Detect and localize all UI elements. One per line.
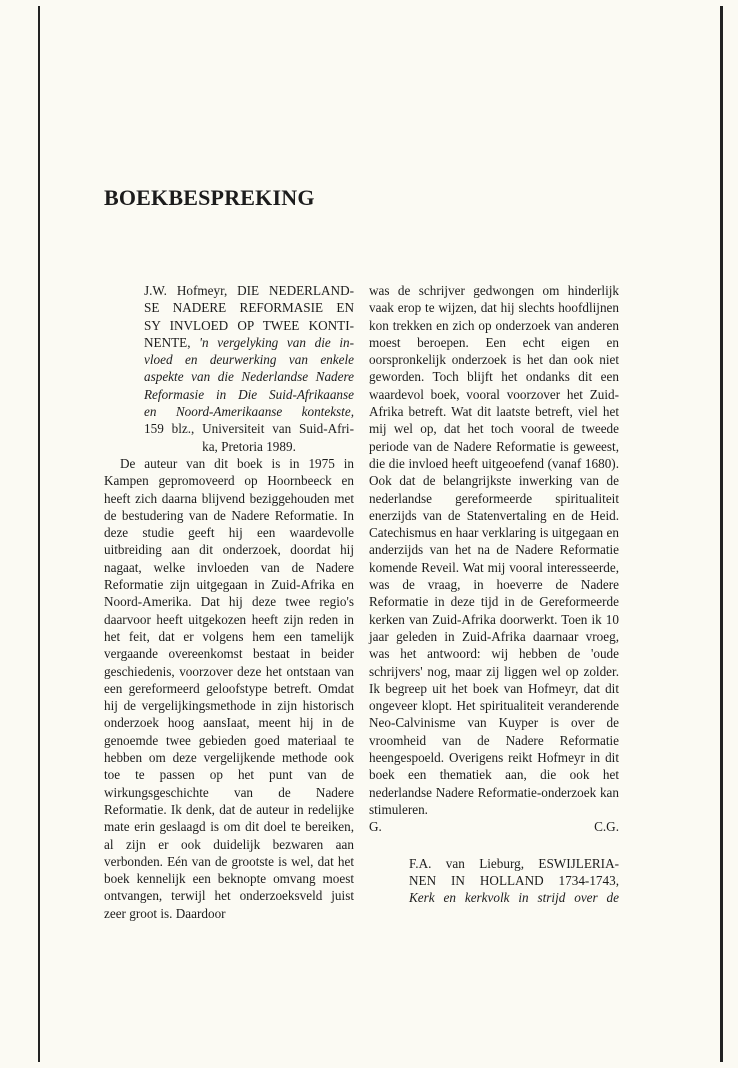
- review-body-left: De auteur van dit boek is in 1975 in Kampen gepromoveerd op Hoornbeeck en heeft zich daarna blijvend beziggehouden met de bestudering van de Nadere Reformatie. In deze studie geeft hij een waardevolle uitbreiding aan dit onderzoek, doordat hij nagaat, welke invloeden van de Nadere Reformatie zijn uitgegaan in Zuid-Afrika en Noord-Amerika. Dat hij deze twee regio's daarvoor heeft uitgekozen heeft zijn reden in het feit, dat er volgens hem een tamelijk vergaande overeenkomst bestaat in beider geschiedenis, voorzover deze het ontstaan van een gereformeerd geloofstype betreft. Omdat hij de vergelijkingsmethode in zijn historisch onderzoek hoog aansIaat, meent hij in de genoemde twee gebieden goed materiaal te hebben om deze vergelijkende methode ook toe te passen op het punt van de wirkungsgeschichte van de Nadere Reformatie. Ik denk, dat de auteur in redelijke mate erin geslaagd is om dit doel te bereiken, al zijn er ook duidelijk bezwaren aan verbonden. Eén van de grootste is wel, dat het boek kennelijk een beknopte omvang moest ontvangen, terwijl het onderzoeksveld juist zeer groot is. Daardoor: [104, 455, 354, 921]
- reference-line: SY INVLOED OP TWEE KONTI-: [144, 317, 354, 333]
- reference-line: Kerk en kerkvolk in strijd over de: [409, 890, 619, 906]
- reference-line: 159 blz., Universiteit van Suid-Afri-: [144, 421, 354, 437]
- book-reference: [104, 282, 354, 455]
- left-margin-rule: [38, 6, 40, 1062]
- reference-line: NEN IN HOLLAND 1734-1743,: [409, 872, 619, 888]
- reference-line-mixed: [144, 334, 354, 351]
- reference-line: Reformasie in Die Suid-Afrikaanse: [144, 386, 354, 402]
- reference-line: SE NADERE REFORMASIE EN: [144, 300, 354, 316]
- next-book-reference: [369, 855, 619, 907]
- reference-subtitle-start: 'n vergelyking van die in-: [199, 334, 355, 350]
- right-column: [369, 282, 619, 906]
- review-body-right: was de schrijver gedwongen om hinderlijk vaak erop te wijzen, dat hij slechts hoofdlijnen kon trekken en zich op onderzoek van anderen moest beroepen. Een echt eigen en oorspronkelijk onderzoek is het dan ook niet geworden. Toch blijft het ondanks dit een waardevol boek, vooral voorzover het Zuid-Afrika betreft. Wat dit laatste betreft, viel het mij wel op, dat het toch vooral de tweede periode van de Nadere Reformatie is geweest, die die invloed heeft uitgeoefend (vanaf 1680). Ook dat de belangrijkste inwerking van de nederlandse gereformeerde spiritualiteit enerzijds van de Statenvertaling en de Heid. Catechismus en haar verklaring is uitgegaan en anderzijds van het na de Nadere Reformatie komende Reveil. Wat mij vooral interesseerde, was de vraag, in hoeverre de Nadere Reformatie in deze tijd in de Gereformeerde kerken van Zuid-Afrika doorwerkt. Toen ik 10 jaar geleden in Zuid-Afrika daarnaar vroeg, was het antwoord: wij hebben de 'oude schrijvers' nog, maar zij liggen wel op zolder. Ik begreep uit het boek van Hofmeyr, dat dit ongeveer klopt. Het spiritualiteit veranderende Neo-Calvinisme van Kuyper is over de vroomheid van de Nadere Reformatie heengespoeld. Overigens reikt Hofmeyr in dit boek een thematiek aan, die ook het nederlandse Nadere Reformatie-onderzoek kan stimuleren.: [369, 283, 619, 817]
- reference-line: aspekte van die Nederlandse Nadere: [144, 369, 354, 385]
- reference-line: ka, Pretoria 1989.: [202, 438, 296, 454]
- reference-line: vloed en deurwerking van enkele: [144, 352, 354, 368]
- reference-line: F.A. van Lieburg, ESWIJLERIA-: [409, 855, 619, 871]
- reference-line: J.W. Hofmeyr, DIE NEDERLAND-: [144, 283, 354, 298]
- signature-initial: G.: [369, 819, 382, 835]
- signature-row: [369, 818, 619, 835]
- page-title: BOEKBESPREKING: [104, 185, 315, 210]
- left-column: [104, 282, 354, 922]
- reference-line: NENTE,: [144, 334, 191, 350]
- reference-line: en Noord-Amerikaanse kontekste,: [144, 404, 354, 420]
- signature-author: C.G.: [594, 819, 619, 835]
- right-margin-rule: [720, 6, 723, 1062]
